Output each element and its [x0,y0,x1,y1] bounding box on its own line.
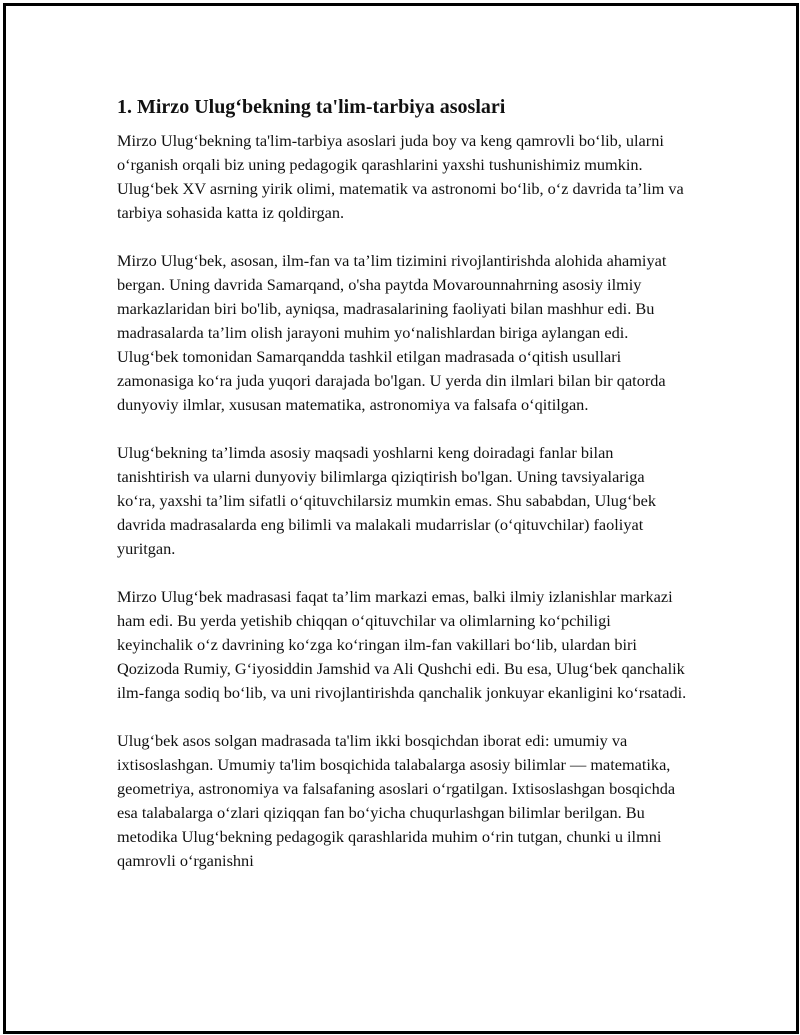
paragraph-1: Mirzo Ulug‘bekning ta'lim-tarbiya asoslari juda boy va keng qamrovli bo‘lib, ularni o‘rganish orqali biz uning pedagogik qarashlarini yaxshi tushunishimiz mumkin. Ulug‘bek XV asrning yirik olimi, matematik va astronomi bo‘lib, o‘z davrida ta’lim va tarbiya sohasida katta iz qoldirgan. [117,131,684,222]
paragraph-5: Ulug‘bek asos solgan madrasada ta'lim ikki bosqichdan iborat edi: umumiy va ixtisoslashgan. Umumiy ta'lim bosqichida talabalarga asosiy bilimlar — matematika, geometriya, astronomiya va falsafaning asoslari o‘rgatilgan. Ixtisoslashgan bosqichda esa talabalarga o‘zlari qiziqqan fan bo‘yicha chuqurlashgan bilimlar berilgan. Bu metodika Ulug‘bekning pedagogik qarashlarida muhim o‘rin tutgan, chunki u ilmni qamrovli o‘rganishni [117,731,676,870]
document-title: 1. Mirzo Ulug‘bekning ta'lim-tarbiya asoslari [117,96,506,118]
paragraph-3: Ulug‘bekning ta’limda asosiy maqsadi yoshlarni keng doiradagi fanlar bilan tanishtirish va ularni dunyoviy bilimlarga qiziqtirish bo'lgan. Uning tavsiyalariga ko‘ra, yaxshi ta’lim sifatli o‘qituvchilarsiz mumkin emas. Shu sababdan, Ulug‘bek davrida madrasalarda eng bilimli va malakali mudarrislar (o‘qituvchilar) faoliyat yuritgan. [117,443,656,558]
document-body [117,94,687,897]
paragraph-4: Mirzo Ulug‘bek madrasasi faqat ta’lim markazi emas, balki ilmiy izlanishlar markazi ham edi. Bu yerda yetishib chiqqan o‘qituvchilar va olimlarning ko‘pchiligi keyinchalik o‘z davrining ko‘zga ko‘ringan ilm-fan vakillari bo‘lib, ulardan biri Qozizoda Rumiy, G‘iyosiddin Jamshid va Ali Qushchi edi. Bu esa, Ulug‘bek qanchalik ilm-fanga sodiq bo‘lib, va uni rivojlantirishda qanchalik jonkuyar ekanligini ko‘rsatadi. [117,587,687,702]
paragraph-2: Mirzo Ulug‘bek, asosan, ilm-fan va ta’lim tizimini rivojlantirishda alohida ahamiyat bergan. Uning davrida Samarqand, o'sha paytda Movarounnahrning asosiy ilmiy markazlaridan biri bo'lib, ayniqsa, madrasalarining faoliyati bilan mashhur edi. Bu madrasalarda ta’lim olish jarayoni muhim yo‘nalishlardan biriga aylangan edi. Ulug‘bek tomonidan Samarqandda tashkil etilgan madrasada o‘qitish usullari zamonasiga ko‘ra juda yuqori darajada bo'lgan. U yerda din ilmlari bilan bir qatorda dunyoviy ilmlar, xususan matematika, astronomiya va falsafa o‘qitilgan. [117,251,667,414]
